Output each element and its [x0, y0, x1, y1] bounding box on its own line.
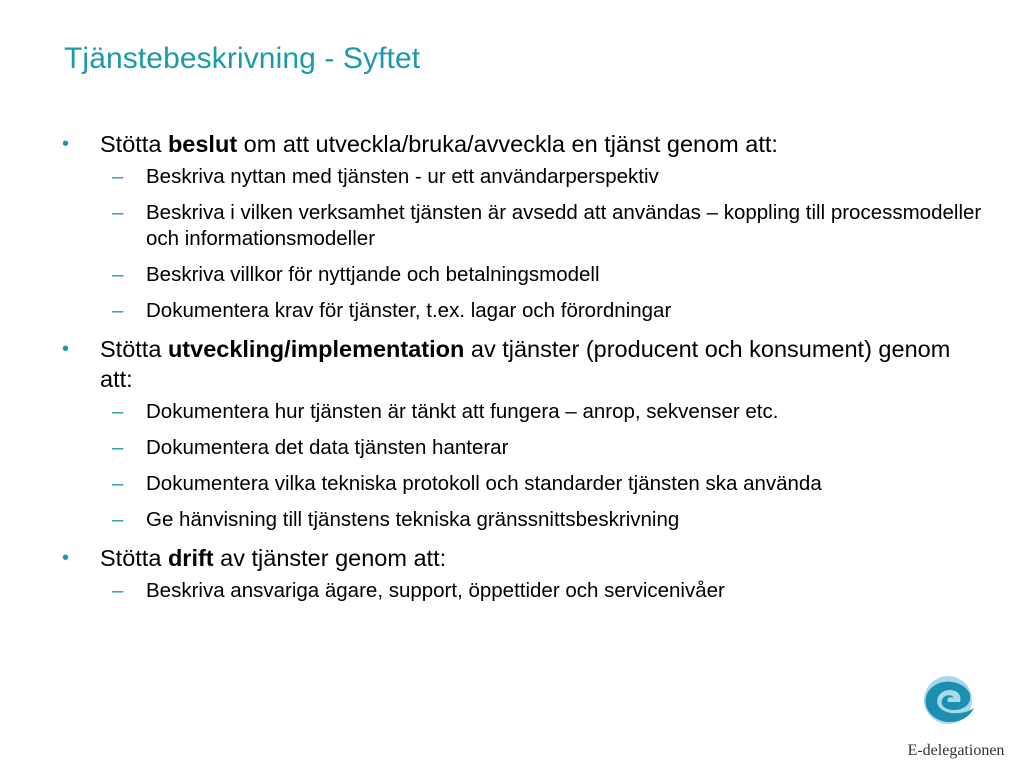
sub-item	[100, 578, 982, 604]
bullet-suffix: av tjänster genom att:	[213, 545, 447, 571]
sub-list	[100, 578, 982, 604]
sub-marker: –	[112, 508, 124, 531]
bullet-suffix: om att utveckla/bruka/avveckla en tjänst genom att:	[237, 131, 778, 157]
sub-item	[100, 435, 982, 461]
bullet-bold: drift	[167, 545, 214, 571]
logo-text: E-delegationen	[907, 742, 1005, 759]
bullet-prefix: Stötta	[100, 131, 168, 157]
sub-item-text: Ge hänvisning till tjänstens tekniska gränssnittsbeskrivning	[146, 508, 680, 531]
sub-list	[100, 164, 982, 324]
sub-marker: –	[112, 579, 124, 602]
sub-list	[100, 399, 982, 533]
sub-marker: –	[112, 299, 124, 322]
bullet-suffix: av tjänster (producent och konsument) genom att:	[100, 336, 951, 392]
bullet-marker: •	[62, 338, 70, 360]
e-delegation-logo	[900, 674, 1012, 760]
sub-item	[100, 298, 982, 324]
sub-item	[100, 164, 982, 190]
sub-item	[100, 200, 982, 252]
bullet-prefix: Stötta	[100, 545, 168, 571]
sub-marker: –	[112, 400, 124, 423]
sub-item-text: Beskriva villkor för nyttjande och betalningsmodell	[146, 263, 600, 286]
bullet-item-decision	[62, 129, 982, 324]
sub-item	[100, 399, 982, 425]
bullet-bold: utveckling/implementation	[167, 336, 465, 362]
bullet-item-development	[62, 334, 982, 533]
sub-item-text: Dokumentera vilka tekniska protokoll och standarder tjänsten ska använda	[146, 472, 822, 495]
bullet-marker: •	[62, 547, 70, 569]
sub-marker: –	[112, 165, 124, 188]
bullet-prefix: Stötta	[100, 336, 168, 362]
bullet-marker: •	[62, 133, 70, 155]
bullet-item-operations	[62, 543, 982, 604]
sub-marker: –	[112, 472, 124, 495]
bullet-list	[62, 124, 982, 614]
sub-marker: –	[112, 201, 124, 224]
sub-item-text: Dokumentera det data tjänsten hanterar	[146, 436, 509, 459]
e-delegation-swirl-icon	[918, 674, 982, 726]
sub-item	[100, 471, 982, 497]
sub-marker: –	[112, 263, 124, 286]
bullet-bold: beslut	[167, 131, 238, 157]
sub-item-text: Beskriva i vilken verksamhet tjänsten är avsedd att användas – koppling till processmodeller och informationsmodeller	[146, 201, 982, 250]
sub-item-text: Beskriva nyttan med tjänsten - ur ett användarperspektiv	[146, 165, 659, 188]
sub-marker: –	[112, 436, 124, 459]
sub-item	[100, 507, 982, 533]
sub-item-text: Beskriva ansvariga ägare, support, öppettider och servicenivåer	[146, 579, 725, 602]
sub-item	[100, 262, 982, 288]
sub-item-text: Dokumentera krav för tjänster, t.ex. lagar och förordningar	[146, 299, 672, 322]
sub-item-text: Dokumentera hur tjänsten är tänkt att fungera – anrop, sekvenser etc.	[146, 400, 779, 423]
slide-title: Tjänstebeskrivning - Syftet	[64, 42, 421, 75]
